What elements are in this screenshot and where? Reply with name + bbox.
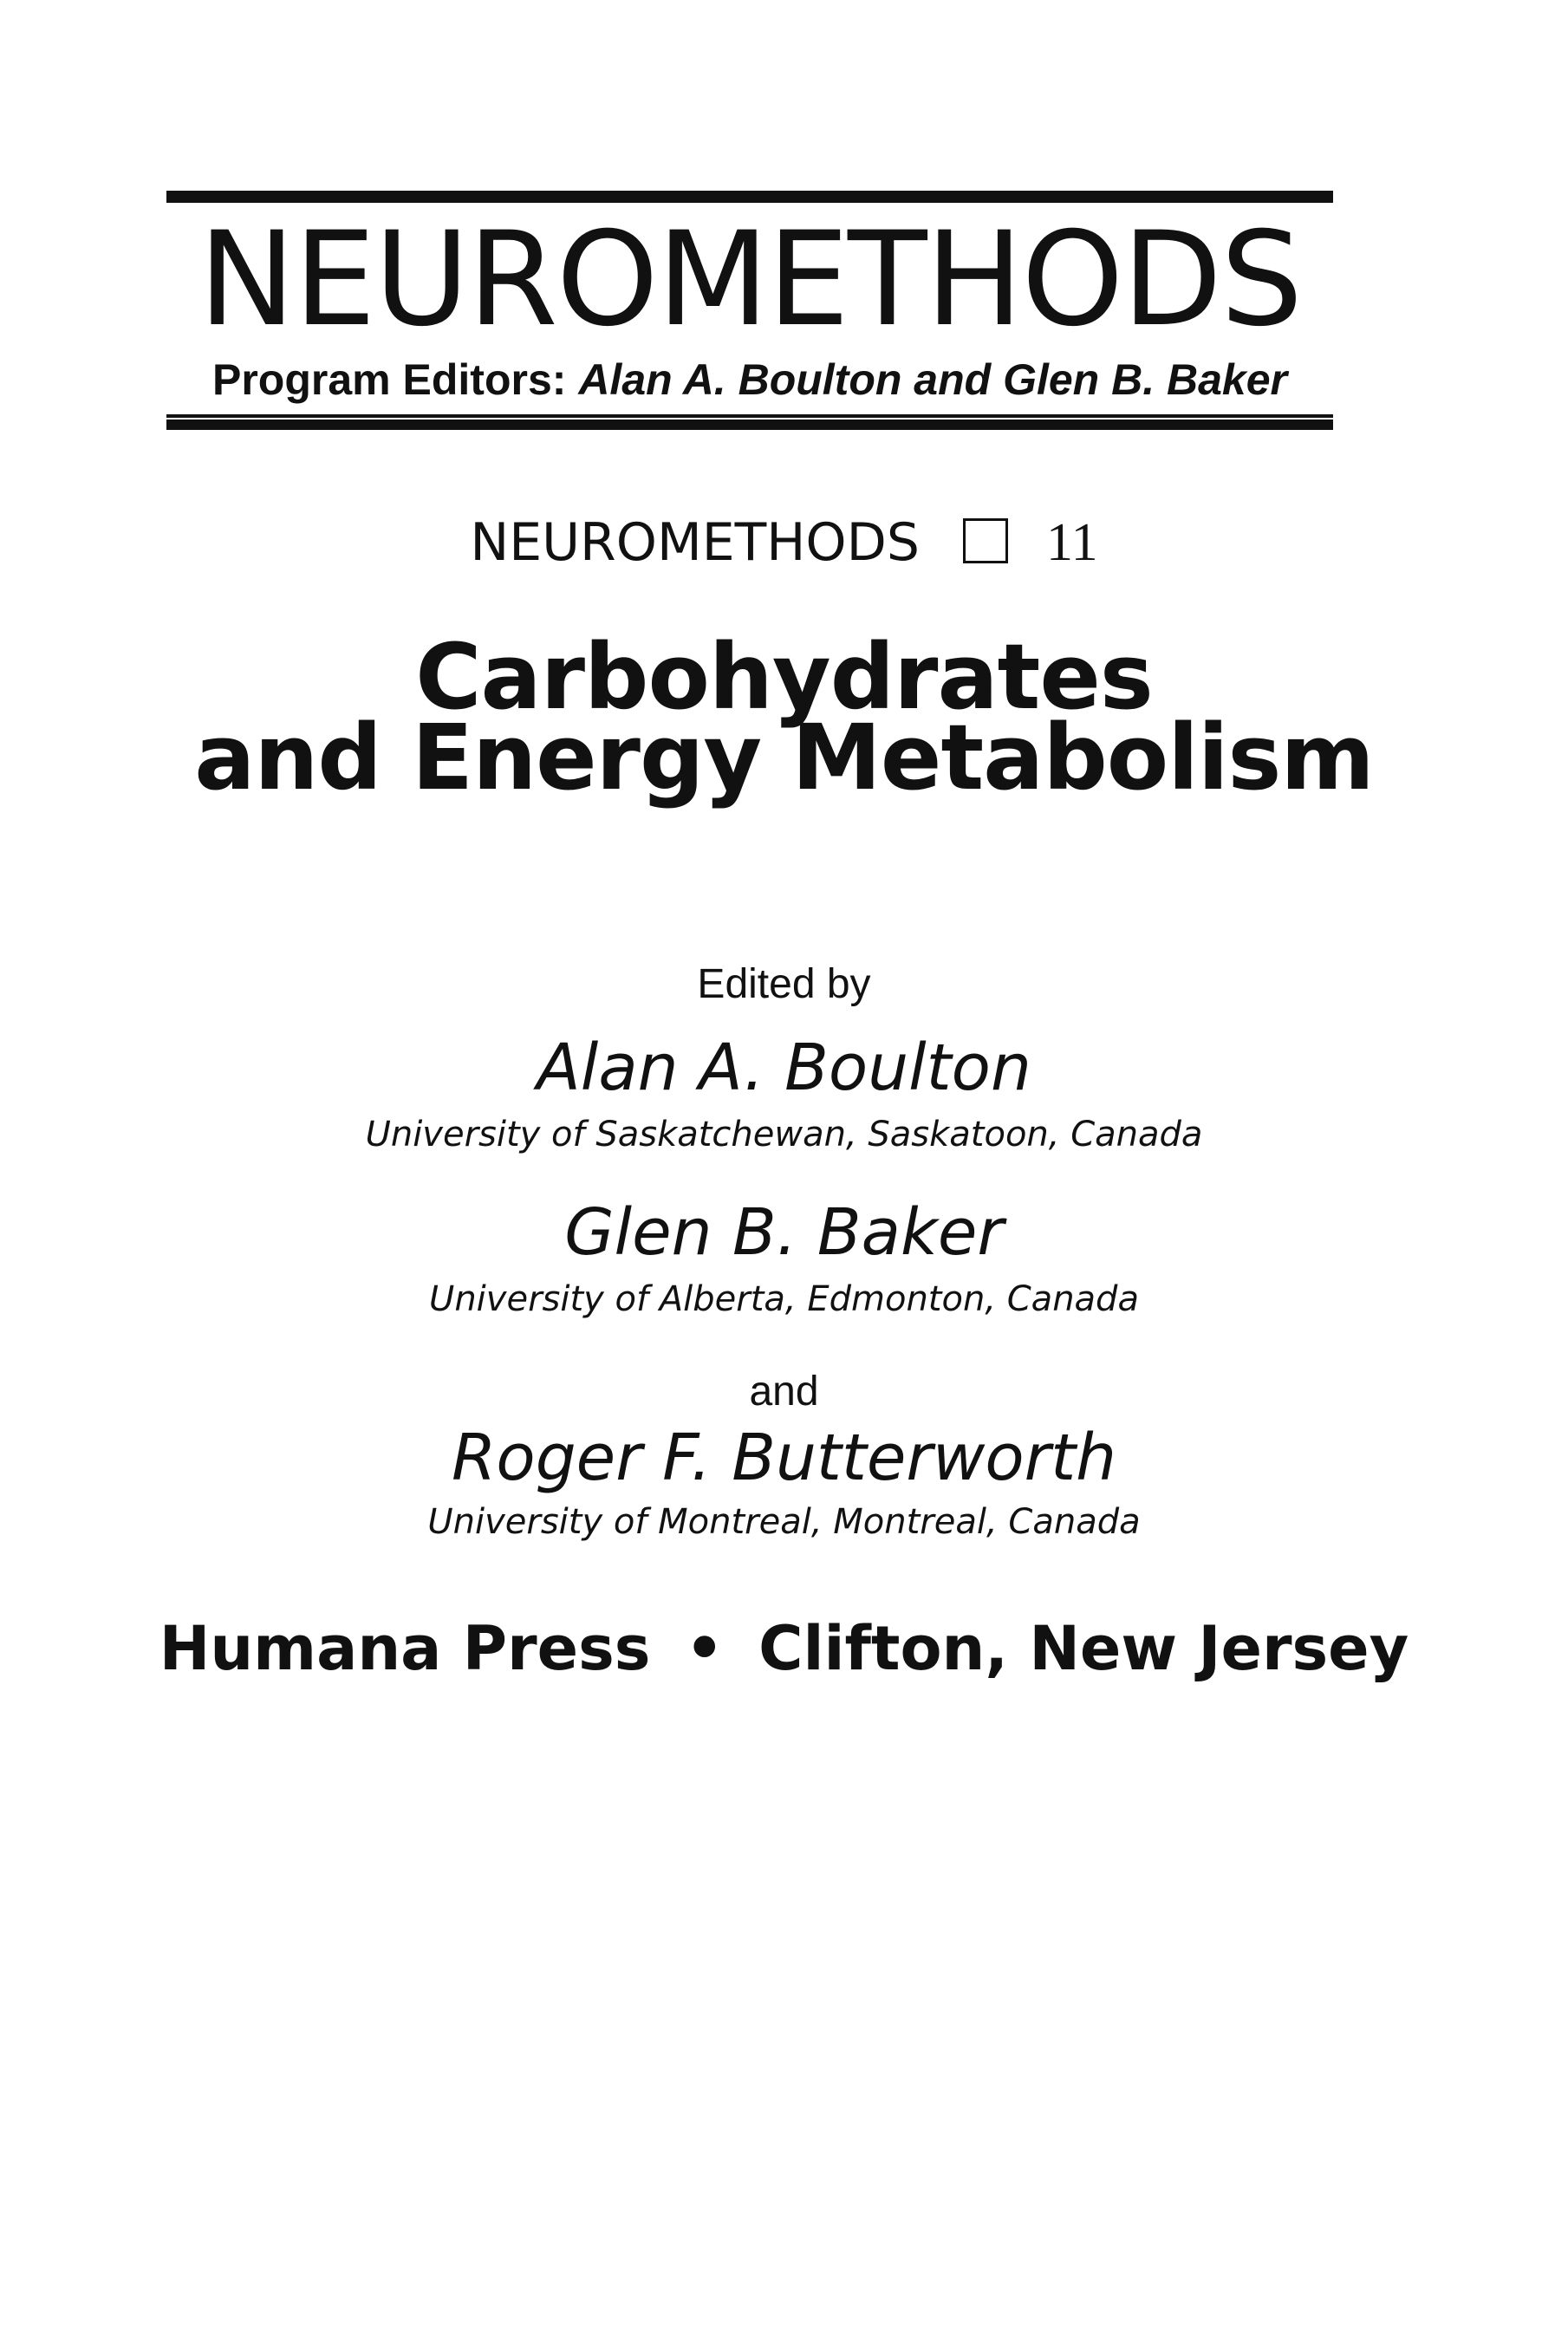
- editor-affiliation: University of Montreal, Montreal, Canada: [427, 1502, 1141, 1542]
- top-rule: [166, 191, 1333, 203]
- edited-by: Edited by: [697, 961, 871, 1007]
- square-bullet-icon: [963, 518, 1008, 563]
- editor-affiliation: University of Alberta, Edmonton, Canada: [429, 1279, 1139, 1319]
- editor-name: Glen B. Baker: [564, 1195, 1004, 1270]
- program-editors-names: Alan A. Boulton and Glen B. Baker: [578, 355, 1287, 404]
- publisher-location: Clifton, New Jersey: [758, 1613, 1409, 1684]
- book-title-line2: and Energy Metabolism: [194, 705, 1374, 810]
- program-editors-label: Program Editors:: [212, 355, 567, 404]
- publisher-name: Humana Press: [159, 1613, 651, 1684]
- editor-name: Roger F. Butterworth: [452, 1421, 1116, 1495]
- series-title: NEUROMETHODS: [198, 205, 1302, 355]
- editor-affiliation: University of Saskatchewan, Saskatoon, Canada: [365, 1115, 1203, 1154]
- program-editors: [166, 354, 1333, 406]
- bullet-separator: •: [685, 1613, 725, 1684]
- and-word: and: [749, 1369, 819, 1415]
- volume-number: 11: [1045, 513, 1098, 572]
- book-title-line1: Carbohydrates: [415, 624, 1153, 730]
- editor-name: Alan A. Boulton: [537, 1031, 1031, 1105]
- volume-line: [0, 511, 1568, 574]
- bottom-rule: [166, 420, 1333, 430]
- publisher-line: [0, 1614, 1568, 1683]
- volume-series-name: NEUROMETHODS: [470, 512, 920, 573]
- middle-rule: [166, 414, 1333, 418]
